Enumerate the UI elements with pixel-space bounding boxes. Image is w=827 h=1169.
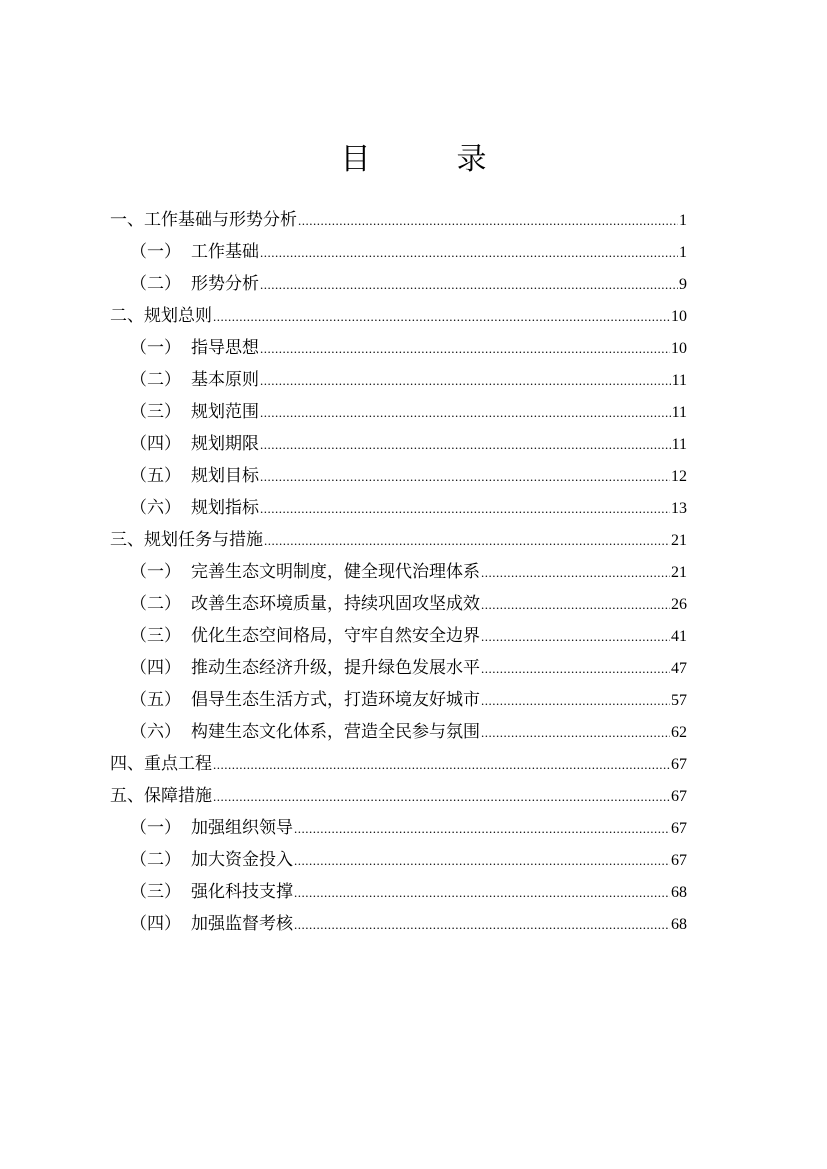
toc-entry[interactable] [110, 908, 687, 940]
dot-leader [481, 685, 670, 717]
toc-entry-page-number: 67 [671, 788, 687, 805]
dot-leader [481, 621, 670, 653]
dot-leader [481, 717, 670, 749]
dot-leader [481, 589, 670, 621]
toc-entry[interactable] [110, 812, 687, 844]
dot-leader [260, 333, 670, 365]
toc-entry-page-number: 47 [671, 660, 687, 677]
toc-entry[interactable] [110, 876, 687, 908]
toc-entry[interactable] [110, 332, 687, 364]
table-of-contents [110, 204, 687, 940]
toc-entry-page-number: 62 [671, 724, 687, 741]
toc-entry-number: （一） [130, 242, 181, 262]
toc-entry-page-number: 21 [671, 532, 687, 549]
toc-entry-number: （六） [130, 498, 181, 518]
toc-entry[interactable] [110, 460, 687, 492]
toc-entry-title: 规划期限 [191, 434, 259, 454]
toc-entry[interactable] [110, 556, 687, 588]
toc-entry-number: （四） [130, 658, 181, 678]
toc-entry-number: （四） [130, 434, 181, 454]
toc-entry-number: （二） [130, 594, 181, 614]
dot-leader [294, 909, 670, 941]
toc-entry-number: （五） [130, 690, 181, 710]
toc-entry-title: 形势分析 [191, 274, 259, 294]
dot-leader [260, 493, 670, 525]
toc-entry-page-number: 68 [671, 916, 687, 933]
toc-entry[interactable] [110, 396, 687, 428]
toc-entry-title: 优化生态空间格局，守牢自然安全边界 [191, 626, 480, 646]
toc-entry-page-number: 67 [671, 852, 687, 869]
dot-leader [260, 365, 671, 397]
page-title: 目 录 [340, 142, 515, 177]
toc-entry-number: （二） [130, 850, 181, 870]
toc-entry-page-number: 21 [671, 564, 687, 581]
toc-entry-number: （一） [130, 338, 181, 358]
toc-entry-number: （一） [130, 562, 181, 582]
dot-leader [481, 653, 670, 685]
dot-leader [298, 205, 678, 237]
dot-leader [213, 781, 670, 813]
toc-entry-title: 加大资金投入 [191, 850, 293, 870]
toc-entry-page-number: 11 [671, 436, 687, 453]
dot-leader [264, 525, 670, 557]
toc-entry-title: 构建生态文化体系，营造全民参与氛围 [191, 722, 480, 742]
toc-entry-title: 完善生态文明制度，健全现代治理体系 [191, 562, 480, 582]
dot-leader [260, 237, 678, 269]
dot-leader [260, 429, 671, 461]
dot-leader [260, 461, 670, 493]
toc-entry-page-number: 57 [671, 692, 687, 709]
toc-entry-title: 规划范围 [191, 402, 259, 422]
dot-leader [213, 301, 670, 333]
toc-entry[interactable] [110, 684, 687, 716]
toc-entry[interactable] [110, 300, 687, 332]
toc-entry-page-number: 1 [679, 212, 687, 229]
toc-entry-number: （二） [130, 370, 181, 390]
toc-entry-page-number: 26 [671, 596, 687, 613]
toc-entry[interactable] [110, 748, 687, 780]
toc-entry[interactable] [110, 204, 687, 236]
toc-entry[interactable] [110, 780, 687, 812]
toc-entry-title: 二、规划总则 [110, 306, 212, 326]
toc-entry-page-number: 10 [671, 308, 687, 325]
toc-entry-title: 倡导生态生活方式，打造环境友好城市 [191, 690, 480, 710]
toc-entry-title: 四、重点工程 [110, 754, 212, 774]
toc-entry-page-number: 68 [671, 884, 687, 901]
toc-entry-number: （一） [130, 818, 181, 838]
toc-entry-page-number: 10 [671, 340, 687, 357]
toc-entry-title: 加强组织领导 [191, 818, 293, 838]
toc-entry[interactable] [110, 588, 687, 620]
toc-entry-title: 加强监督考核 [191, 914, 293, 934]
toc-entry-title: 三、规划任务与措施 [110, 530, 263, 550]
toc-entry-number: （四） [130, 914, 181, 934]
toc-entry-title: 强化科技支撑 [191, 882, 293, 902]
dot-leader [213, 749, 670, 781]
toc-entry[interactable] [110, 364, 687, 396]
dot-leader [260, 269, 678, 301]
toc-entry-page-number: 9 [679, 276, 687, 293]
toc-entry-page-number: 11 [671, 372, 687, 389]
toc-entry-page-number: 12 [671, 468, 687, 485]
toc-entry[interactable] [110, 524, 687, 556]
dot-leader [294, 877, 670, 909]
toc-entry[interactable] [110, 428, 687, 460]
toc-entry[interactable] [110, 492, 687, 524]
dot-leader [294, 813, 670, 845]
toc-entry-number: （三） [130, 626, 181, 646]
toc-entry-title: 规划指标 [191, 498, 259, 518]
toc-entry-title: 规划目标 [191, 466, 259, 486]
toc-entry[interactable] [110, 844, 687, 876]
toc-entry-page-number: 1 [679, 244, 687, 261]
toc-entry-page-number: 41 [671, 628, 687, 645]
toc-entry-title: 指导思想 [191, 338, 259, 358]
toc-entry-title: 推动生态经济升级，提升绿色发展水平 [191, 658, 480, 678]
toc-entry[interactable] [110, 716, 687, 748]
toc-entry-number: （三） [130, 882, 181, 902]
toc-entry-title: 一、工作基础与形势分析 [110, 210, 297, 230]
toc-entry-title: 改善生态环境质量，持续巩固攻坚成效 [191, 594, 480, 614]
dot-leader [260, 397, 671, 429]
toc-entry-title: 五、保障措施 [110, 786, 212, 806]
toc-entry-number: （三） [130, 402, 181, 422]
toc-entry-number: （二） [130, 274, 181, 294]
toc-entry-page-number: 11 [671, 404, 687, 421]
dot-leader [481, 557, 670, 589]
toc-entry-title: 工作基础 [191, 242, 259, 262]
toc-entry[interactable] [110, 268, 687, 300]
toc-entry-page-number: 67 [671, 756, 687, 773]
toc-entry-number: （五） [130, 466, 181, 486]
toc-entry[interactable] [110, 652, 687, 684]
dot-leader [294, 845, 670, 877]
toc-entry[interactable] [110, 620, 687, 652]
toc-entry[interactable] [110, 236, 687, 268]
toc-entry-title: 基本原则 [191, 370, 259, 390]
toc-entry-page-number: 67 [671, 820, 687, 837]
toc-entry-number: （六） [130, 722, 181, 742]
toc-entry-page-number: 13 [671, 500, 687, 517]
